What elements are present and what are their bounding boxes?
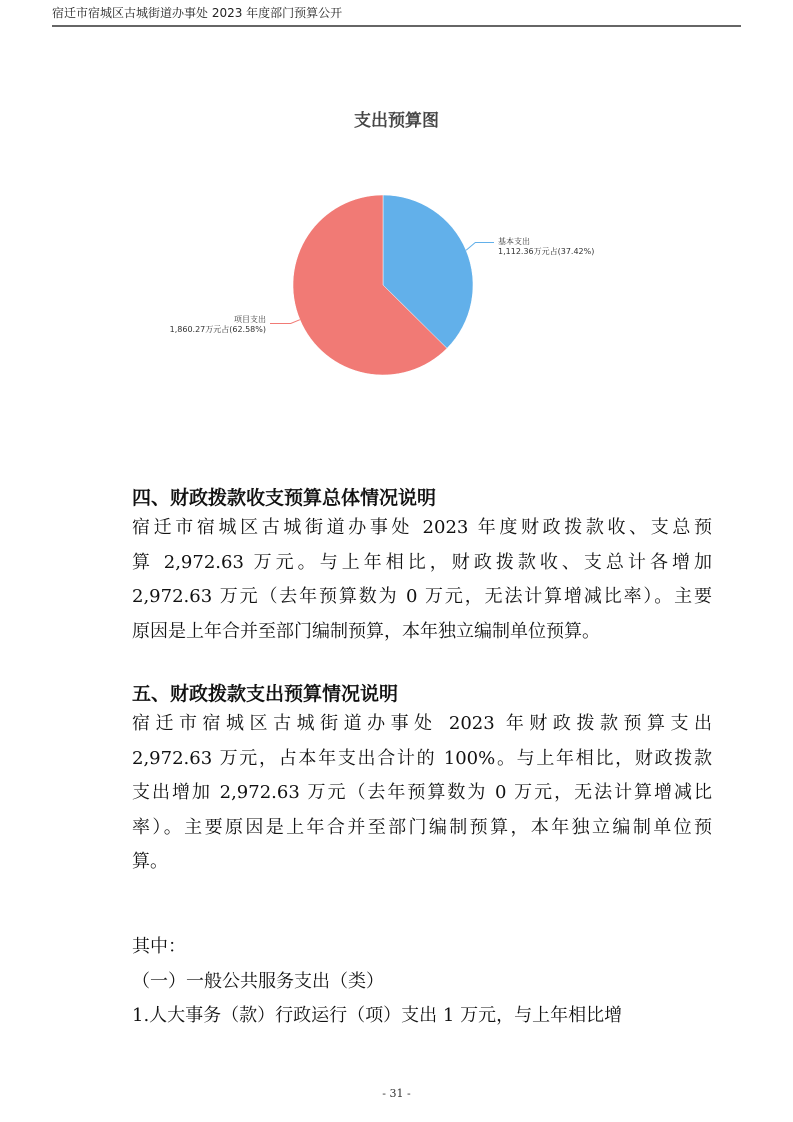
details-category: （一）一般公共服务支出（类） [132,970,384,992]
paragraph-line: 2,972.63 万元（去年预算数为 0 万元，无法计算增减比率）。主要 [132,586,712,607]
page-header-title: 宿迁市宿城区古城街道办事处 2023 年度部门预算公开 [52,6,343,20]
slice-label-name-basic: 基本支出 [498,237,530,246]
header-rule [52,25,741,27]
chart-title: 支出预算图 [354,111,439,131]
paragraph-line: 宿迁市宿城区古城街道办事处 2023 年度财政拨款收、支总预 [132,517,712,538]
slice-label-name-project: 项目支出 [234,315,266,324]
paragraph-line: 2,972.63 万元，占本年支出合计的 100%。与上年相比，财政拨款 [132,747,712,769]
expenditure-pie-chart [140,180,640,390]
section-4-heading: 四、财政拨款收支预算总体情况说明 [132,487,437,509]
paragraph-line: 支出增加 2,972.63 万元（去年预算数为 0 万元，无法计算增减比 [132,782,712,803]
section-5-heading: 五、财政拨款支出预算情况说明 [132,683,399,705]
slice-label-value-basic: 1,112.36万元占(37.42%) [498,247,595,256]
leader-line-project-expenditure [270,320,300,324]
leader-line-basic-expenditure [466,243,494,251]
slice-label-value-project: 1,860.27万元占(62.58%) [169,325,266,334]
details-intro: 其中： [132,936,186,957]
paragraph-line: 率）。主要原因是上年合并至部门编制预算，本年独立编制单位预 [132,816,712,838]
section-4-body [132,511,712,649]
page-number: - 31 - [382,1087,411,1100]
paragraph-line: 算 2,972.63 万元。与上年相比，财政拨款收、支总计各增加 [132,551,712,573]
details-block [132,930,712,1034]
section-5-body [132,707,712,880]
paragraph-line: 原因是上年合并至部门编制预算，本年独立编制单位预算。 [132,620,600,642]
paragraph-line: 宿迁市宿城区古城街道办事处 2023 年财政拨款预算支出 [132,713,712,734]
paragraph-line: 算。 [132,851,168,872]
details-item-1: 1.人大事务（款）行政运行（项）支出 1 万元，与上年相比增 [132,1005,623,1026]
